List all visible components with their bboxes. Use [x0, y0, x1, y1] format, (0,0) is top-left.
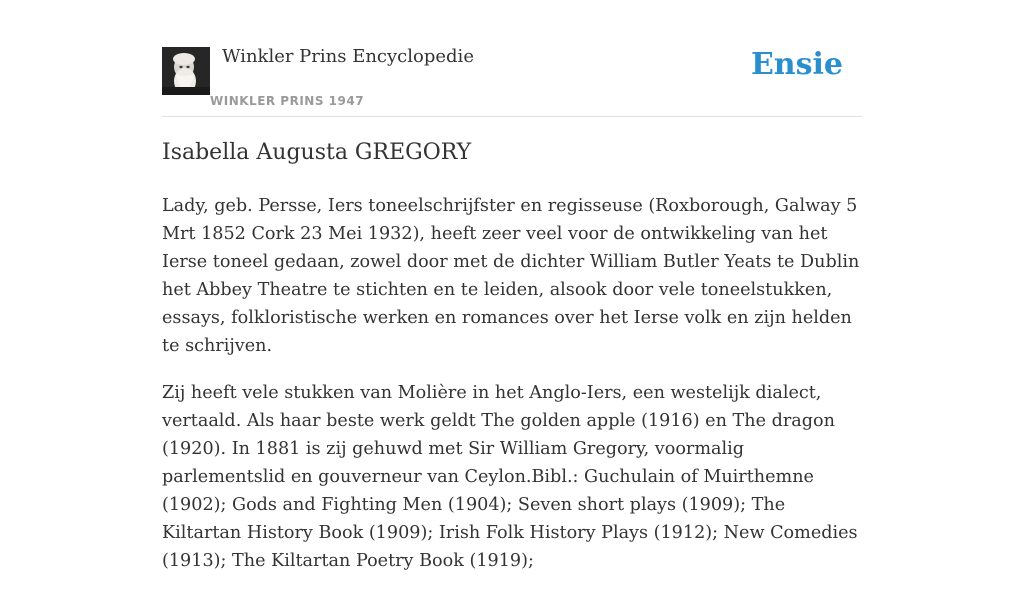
portrait-avatar-icon[interactable] [162, 47, 210, 95]
article-paragraph: Zij heeft vele stukken van Molière in het Anglo-Iers, een westelijk dialect, vertaald. Als haar beste werk geldt The golden apple (1916) en The dragon (1920). In 1881 is zij gehuwd met Sir William Gregory, voormalig parlementslid en gouverneur van Ceylon.Bibl.: Guchulain of Muirthemne (1902); Gods and Fighting Men (1904); Seven short plays (1909); The Kiltartan History Book (1909); Irish Folk History Plays (1912); New Comedies (1913); The Kiltartan Poetry Book (1919); [162, 383, 858, 571]
source-title[interactable]: Winkler Prins Encyclopedie [222, 46, 474, 67]
source-subtitle[interactable]: WINKLER PRINS 1947 [210, 94, 365, 108]
article-body [162, 192, 867, 594]
article-paragraph: Lady, geb. Persse, Iers toneelschrijfster en regisseuse (Roxborough, Galway 5 Mrt 1852 Cork 23 Mei 1932), heeft zeer veel voor de ontwikkeling van het Ierse toneel gedaan, zowel door met de dichter William Butler Yeats te Dublin het Abbey Theatre te stichten en te leiden, alsook door vele toneelstukken, essays, folkloristische werken en romances over het Ierse volk en zijn helden te schrijven. [162, 196, 860, 356]
ensie-logo[interactable]: Ensie [750, 47, 843, 82]
page-container [162, 0, 862, 571]
portrait-image [162, 47, 210, 95]
page-header [162, 0, 862, 117]
article-title: Isabella Augusta GREGORY [162, 140, 472, 165]
